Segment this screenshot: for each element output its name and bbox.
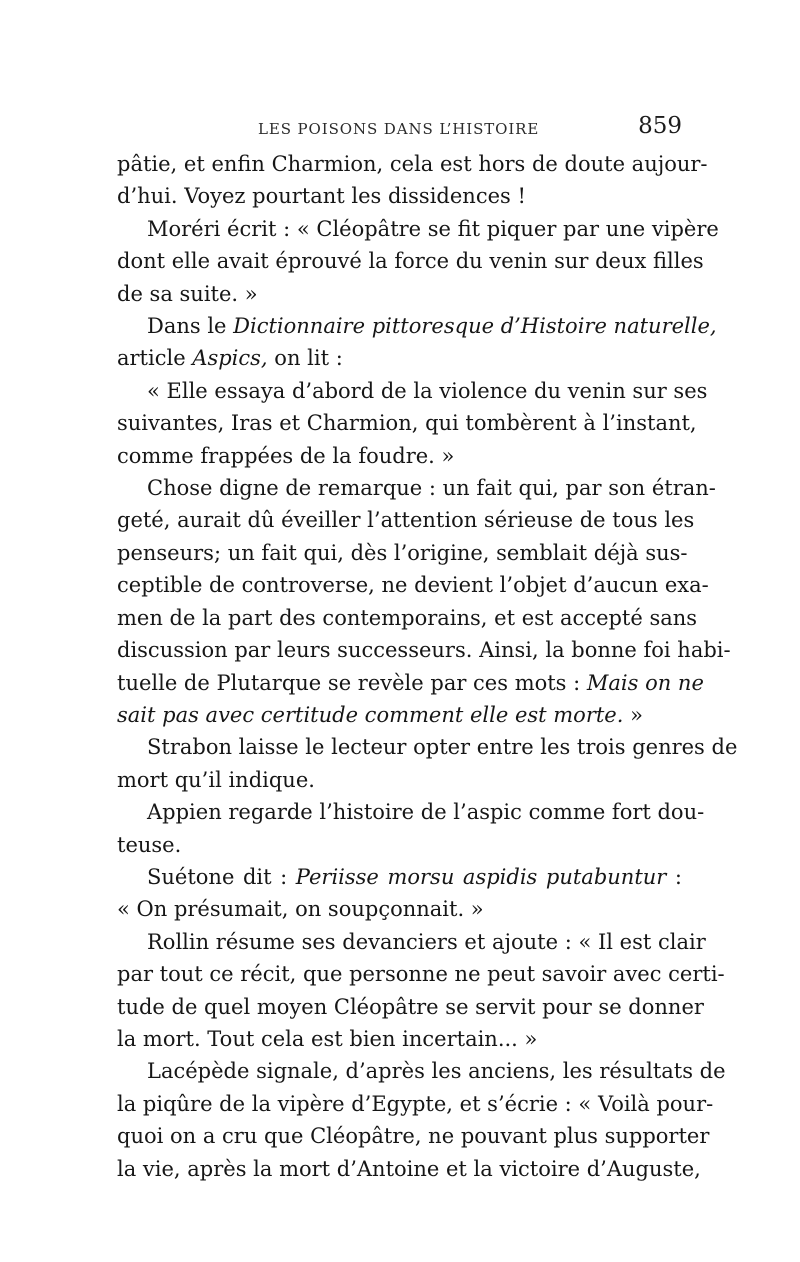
italic-text: Dictionnaire pittoresque d’Histoire naturelle, — [233, 314, 717, 339]
paragraph — [117, 310, 717, 375]
italic-text: Periisse morsu aspidis putabuntur — [295, 864, 667, 889]
text-line: d’hui. Voyez pourtant les dissidences ! — [117, 184, 526, 209]
text-line: comme frappées de la foudre. » — [117, 443, 455, 468]
page-number: 859 — [638, 113, 682, 139]
text-line: geté, aurait dû éveiller l’attention sérieuse de tous les — [117, 508, 695, 533]
text-line: de sa suite. » — [117, 281, 258, 306]
text-line: ceptible de controverse, ne devient l’objet d’aucun exa- — [117, 573, 709, 598]
text-line: la mort. Tout cela est bien incertain... » — [117, 1026, 538, 1051]
text-line: Chose digne de remarque : un fait qui, par son étran- — [147, 476, 716, 501]
text-line: Strabon laisse le lecteur opter entre les trois genres de — [147, 735, 738, 760]
paragraph — [117, 861, 682, 926]
text-line: par tout ce récit, que personne ne peut savoir avec certi- — [117, 962, 725, 987]
text-line: suivantes, Iras et Charmion, qui tombèrent à l’instant, — [117, 411, 697, 436]
body-text — [117, 148, 738, 1185]
text-line: pâtie, et enfin Charmion, cela est hors de doute aujour- — [117, 152, 708, 176]
text-line: Moréri écrit : « Cléopâtre se fit piquer par une vipère — [147, 216, 719, 241]
text-line: Dans le Dictionnaire pittoresque d’Histoire naturelle, — [147, 314, 717, 339]
text-line: Suétone dit : Periisse morsu aspidis putabuntur : — [147, 864, 682, 889]
text-line: Appien regarde l’histoire de l’aspic comme fort dou- — [147, 800, 705, 825]
text-line: la vie, après la mort d’Antoine et la victoire d’Auguste, — [117, 1156, 701, 1181]
text-line: « Elle essaya d’abord de la violence du venin sur ses — [147, 378, 708, 403]
italic-text: Aspics, — [192, 346, 268, 371]
text-line: men de la part des contemporains, et est accepté sans — [117, 605, 698, 630]
italic-text: Mais on ne — [586, 670, 704, 695]
text-line: Lacépède signale, d’après les anciens, les résultats de — [147, 1059, 726, 1084]
text-line: mort qu’il indique. — [117, 767, 315, 792]
text-line: quoi on a cru que Cléopâtre, ne pouvant plus supporter — [117, 1124, 710, 1149]
paragraph — [117, 472, 731, 731]
paragraph — [117, 731, 738, 796]
text-line: Rollin résume ses devanciers et ajoute : « Il est clair — [147, 929, 706, 954]
text-line: dont elle avait éprouvé la force du venin sur deux filles — [117, 249, 704, 274]
text-line: discussion par leurs successeurs. Ainsi, la bonne foi habi- — [117, 638, 731, 663]
text-line: tude de quel moyen Cléopâtre se servit pour se donner — [117, 994, 704, 1019]
paragraph — [117, 148, 708, 213]
text-line: teuse. — [117, 832, 182, 857]
paragraph — [117, 1055, 726, 1185]
text-line: tuelle de Plutarque se revèle par ces mots : Mais on ne — [117, 670, 704, 695]
running-title: LES POISONS DANS L’HISTOIRE — [258, 120, 540, 138]
text-line: penseurs; un fait qui, dès l’origine, semblait déjà sus- — [117, 540, 688, 565]
italic-text: sait pas avec certitude comment elle est morte. — [117, 702, 624, 727]
text-line: « On présumait, on soupçonnait. » — [117, 897, 484, 922]
text-line: sait pas avec certitude comment elle est morte. » — [117, 702, 643, 727]
paragraph — [117, 796, 705, 861]
paragraph — [117, 213, 719, 310]
text-line: la piqûre de la vipère d’Egypte, et s’écrie : « Voilà pour- — [117, 1091, 714, 1116]
paragraph — [117, 926, 725, 1056]
running-head — [117, 108, 682, 148]
text-line: article Aspics, on lit : — [117, 346, 343, 371]
paragraph — [117, 375, 708, 472]
book-page — [117, 108, 738, 1185]
